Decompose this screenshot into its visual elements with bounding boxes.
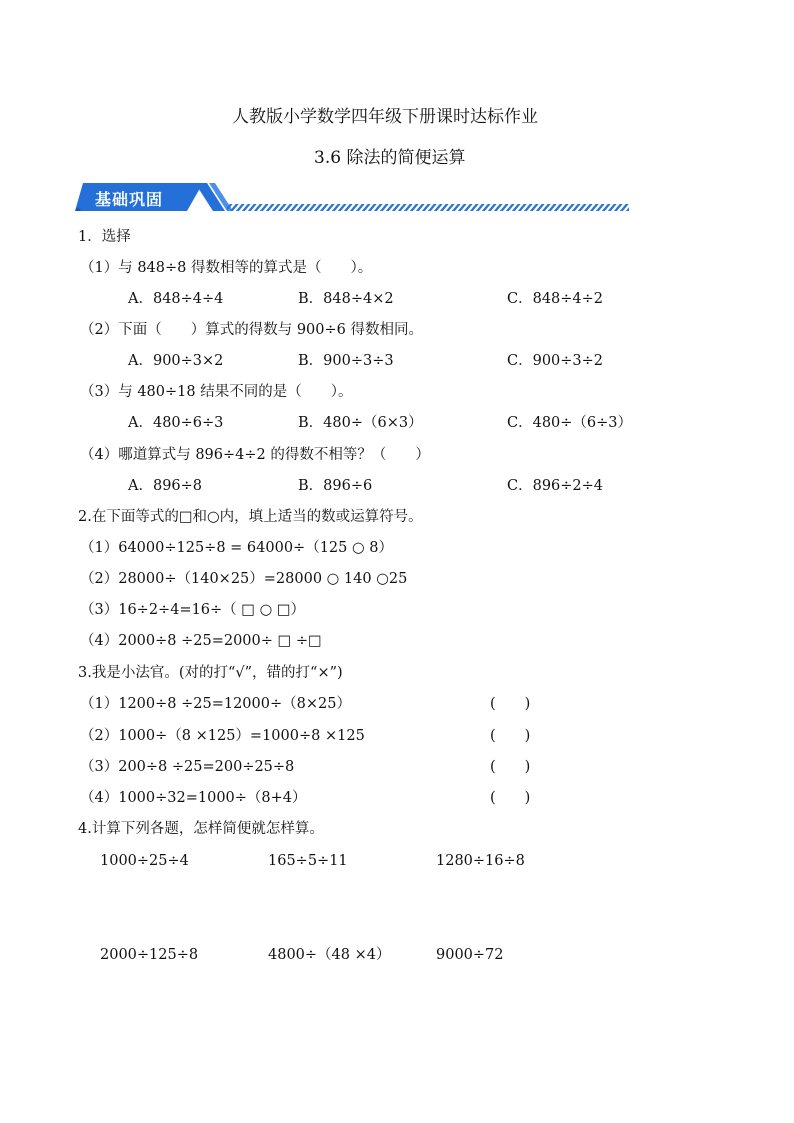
q1-4-option-c: C．896÷2÷4 xyxy=(507,478,604,494)
q1-2-stem: （2）下面（ ）算式的得数与 900÷6 得数相同。 xyxy=(80,322,423,338)
q1-4-stem: （4）哪道算式与 896÷4÷2 的得数不相等？（ ） xyxy=(80,447,430,463)
q1-1-stem: （1）与 848÷8 得数相等的算式是（ ）。 xyxy=(80,260,373,276)
q1-3-option-a: A．480÷6÷3 xyxy=(128,415,224,431)
q1-1-option-b: B．848÷4×2 xyxy=(298,291,394,307)
q4-problem-3: 1280÷16÷8 xyxy=(436,853,525,869)
q3-bracket-1: ( ) xyxy=(490,696,531,712)
q3-bracket-3: ( ) xyxy=(490,759,531,775)
q3-item-3: （3）200÷8 ÷25=200÷25÷8 xyxy=(80,759,295,775)
q4-problem-1: 1000÷25÷4 xyxy=(100,853,189,869)
q2-item-1: （1）64000÷125÷8 = 64000÷（125 ○ 8） xyxy=(80,540,393,556)
q4-problem-5: 4800÷（48 ×4） xyxy=(268,947,391,963)
q4-problem-2: 165÷5÷11 xyxy=(268,853,348,869)
q1-3-stem: （3）与 480÷18 结果不同的是（ ）。 xyxy=(80,384,353,400)
q3-item-2: （2）1000÷（8 ×125）=1000÷8 ×125 xyxy=(80,728,365,744)
q4-problem-6: 9000÷72 xyxy=(436,947,504,963)
q2-item-3: （3）16÷2÷4=16÷（ □ ○ □） xyxy=(80,602,306,618)
q2-item-2: （2）28000÷（140×25）=28000 ○ 140 ○25 xyxy=(80,571,408,587)
q1-1-option-c: C．848÷4÷2 xyxy=(507,291,604,307)
q1-2-option-c: C．900÷3÷2 xyxy=(507,353,604,369)
q1-heading: 1．选择 xyxy=(78,229,131,245)
q1-1-option-a: A．848÷4÷4 xyxy=(128,291,224,307)
q2-item-4: （4）2000÷8 ÷25=2000÷ □ ÷□ xyxy=(80,633,322,649)
section-banner xyxy=(75,181,631,215)
page-title: 人教版小学数学四年级下册课时达标作业 xyxy=(232,107,538,127)
q1-2-option-a: A．900÷3×2 xyxy=(128,353,224,369)
q3-bracket-2: ( ) xyxy=(490,728,531,744)
q1-4-option-b: B．896÷6 xyxy=(298,478,373,494)
q2-heading: 2.在下面等式的□和○内，填上适当的数或运算符号。 xyxy=(78,509,423,525)
q1-3-option-c: C．480÷（6÷3） xyxy=(507,415,633,431)
q1-4-option-a: A．896÷8 xyxy=(128,478,203,494)
q3-item-4: （4）1000÷32=1000÷（8+4） xyxy=(80,790,307,806)
q3-item-1: （1）1200÷8 ÷25=12000÷（8×25） xyxy=(80,696,351,712)
q3-heading: 3.我是小法官。(对的打“√”，错的打“×”) xyxy=(78,665,343,681)
q1-3-option-b: B．480÷（6×3） xyxy=(298,415,423,431)
q4-problem-4: 2000÷125÷8 xyxy=(100,947,199,963)
section-label: 基础巩固 xyxy=(95,190,164,209)
q4-heading: 4.计算下列各题，怎样简便就怎样算。 xyxy=(78,821,324,837)
q3-bracket-4: ( ) xyxy=(490,790,531,806)
page-subtitle: 3.6 除法的简便运算 xyxy=(314,148,466,168)
q1-2-option-b: B．900÷3÷3 xyxy=(298,353,394,369)
